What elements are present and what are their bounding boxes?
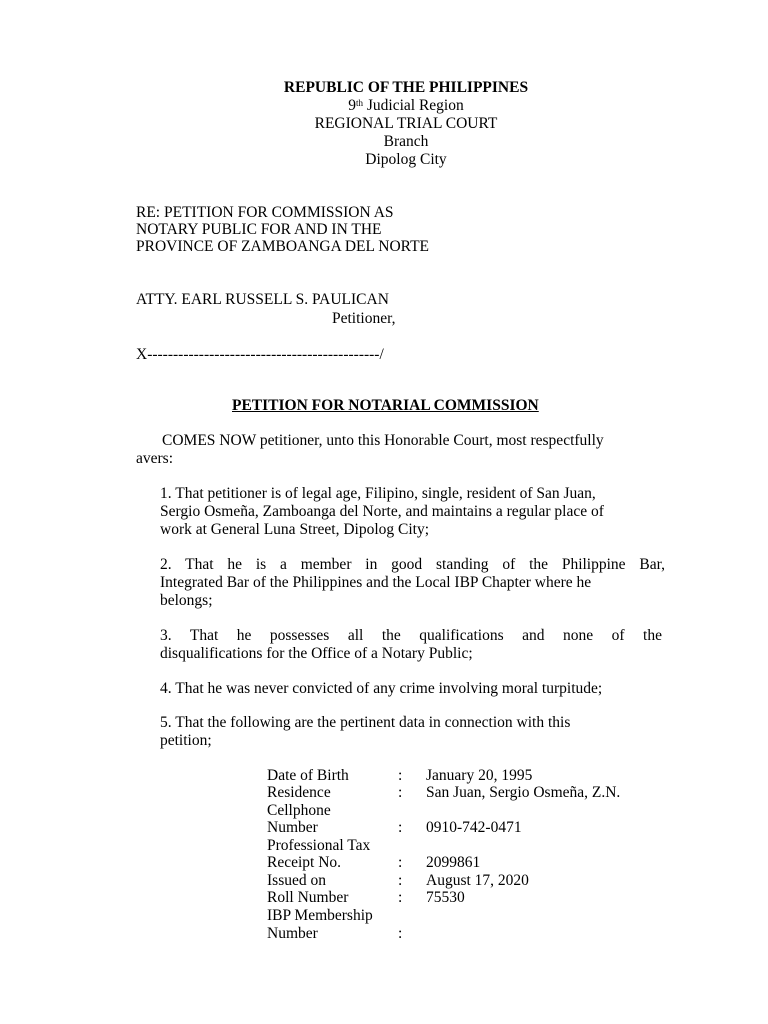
item-1-line-1: 1. That petitioner is of legal age, Filipino, single, resident of San Juan, xyxy=(160,485,596,502)
item-3-line-1: 3. That he possesses all the qualifications and none of the xyxy=(160,627,662,644)
ptr-value: 2099861 xyxy=(426,854,481,871)
header-city: Dipolog City xyxy=(365,151,447,168)
re-line-1: RE: PETITION FOR COMMISSION AS xyxy=(136,204,394,221)
cellphone-value: 0910-742-0471 xyxy=(426,819,522,836)
roll-label: Roll Number xyxy=(267,889,349,906)
item-1-line-3: work at General Luna Street, Dipolog City; xyxy=(160,521,430,538)
roll-colon: : xyxy=(398,889,403,906)
petition-title: PETITION FOR NOTARIAL COMMISSION xyxy=(232,397,539,414)
cellphone-label-2: Number xyxy=(267,819,318,836)
item-2-line-1: 2. That he is a member in good standing of the Philippine Bar, xyxy=(160,556,665,573)
issued-colon: : xyxy=(398,872,403,889)
case-separator: X---------------------------------------------/ xyxy=(136,346,384,363)
item-2-line-2: Integrated Bar of the Philippines and the Local IBP Chapter where he xyxy=(160,574,592,591)
re-line-2: NOTARY PUBLIC FOR AND IN THE xyxy=(136,221,382,238)
header-branch: Branch xyxy=(383,133,429,150)
ptr-label-2: Receipt No. xyxy=(267,854,342,871)
residence-label: Residence xyxy=(267,784,331,801)
dob-value: January 20, 1995 xyxy=(426,767,533,784)
roll-value: 75530 xyxy=(426,889,465,906)
dob-colon: : xyxy=(398,767,403,784)
cellphone-colon: : xyxy=(398,819,403,836)
item-5-line-2: petition; xyxy=(160,732,212,749)
petitioner-name: ATTY. EARL RUSSELL S. PAULICAN xyxy=(136,291,389,308)
item-5-line-1: 5. That the following are the pertinent data in connection with this xyxy=(160,714,571,731)
dob-label: Date of Birth xyxy=(267,767,349,784)
re-line-3: PROVINCE OF ZAMBOANGA DEL NORTE xyxy=(136,238,430,255)
petitioner-role: Petitioner, xyxy=(332,310,396,327)
intro-line-1: COMES NOW petitioner, unto this Honorable Court, most respectfully xyxy=(162,432,604,449)
ptr-colon: : xyxy=(398,854,403,871)
item-4-line-1: 4. That he was never convicted of any crime involving moral turpitude; xyxy=(160,680,603,697)
header-judicial-region: 9th Judicial Region xyxy=(348,97,464,114)
ibp-colon: : xyxy=(398,925,403,942)
intro-line-2: avers: xyxy=(136,450,174,467)
issued-value: August 17, 2020 xyxy=(426,872,529,889)
cellphone-label-1: Cellphone xyxy=(267,802,331,819)
item-3-line-2: disqualifications for the Office of a Notary Public; xyxy=(160,645,473,662)
header-court: REGIONAL TRIAL COURT xyxy=(314,115,498,132)
item-1-line-2: Sergio Osmeña, Zamboanga del Norte, and maintains a regular place of xyxy=(160,503,604,520)
residence-colon: : xyxy=(398,784,403,801)
residence-value: San Juan, Sergio Osmeña, Z.N. xyxy=(426,784,621,801)
ptr-label-1: Professional Tax xyxy=(267,837,371,854)
issued-label: Issued on xyxy=(267,872,326,889)
header-republic: REPUBLIC OF THE PHILIPPINES xyxy=(283,79,529,96)
ibp-label-1: IBP Membership xyxy=(267,907,373,924)
item-2-line-3: belongs; xyxy=(160,592,213,609)
ibp-label-2: Number xyxy=(267,925,318,942)
